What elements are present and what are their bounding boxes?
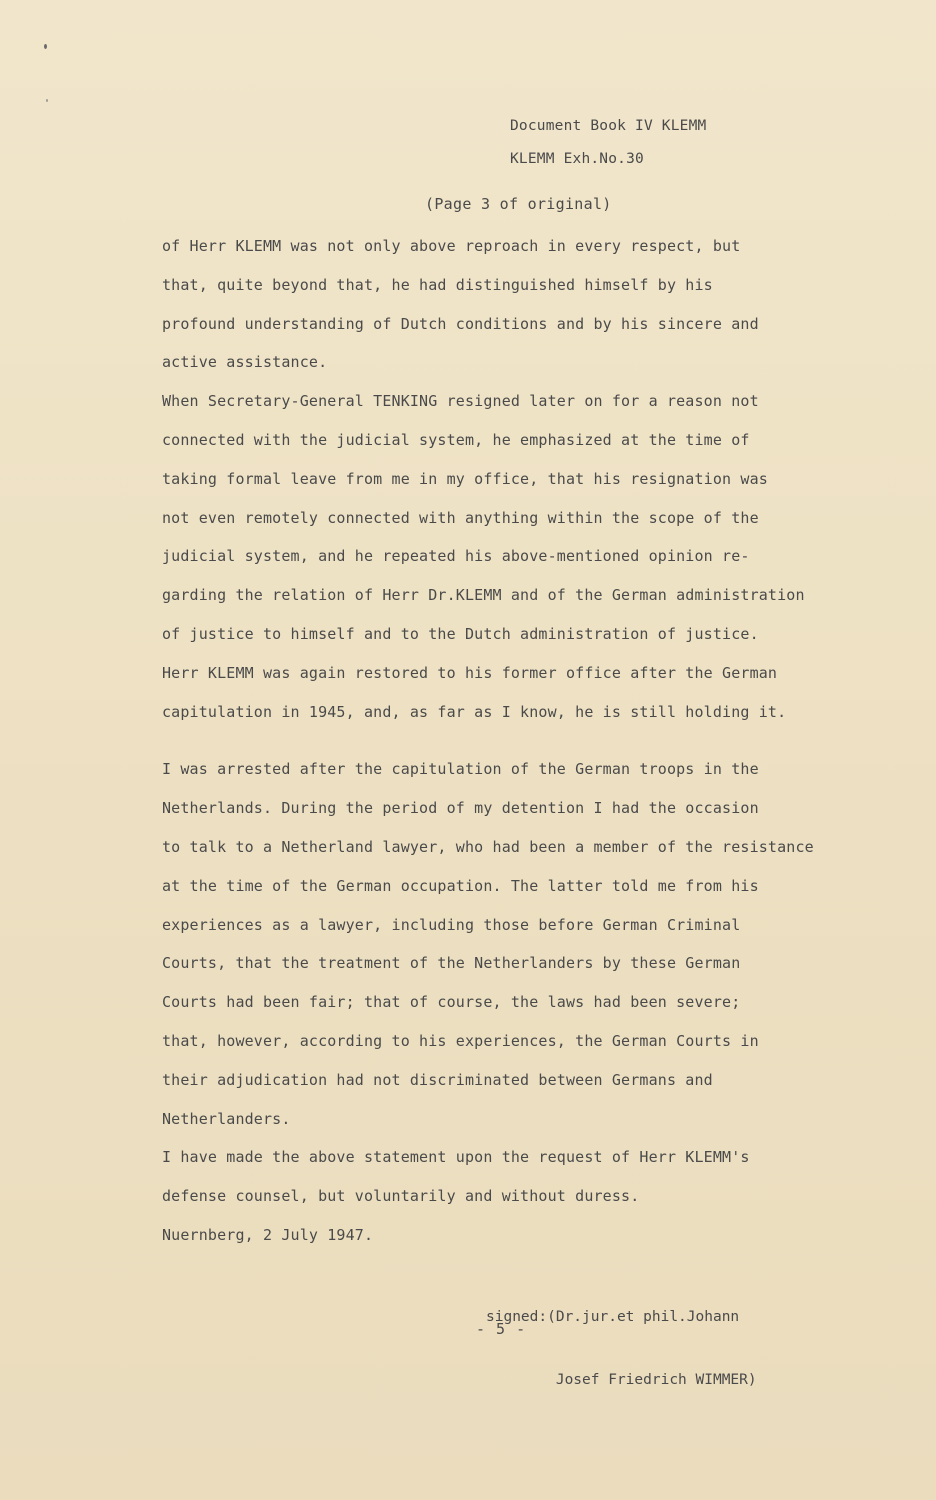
text-line: to talk to a Netherland lawyer, who had been a member of the resistance	[162, 837, 814, 856]
text-line: garding the relation of Herr Dr.KLEMM and of the German administration	[162, 586, 805, 605]
text-line: at the time of the German occupation. The latter told me from his	[162, 876, 759, 895]
text-line: of Herr KLEMM was not only above reproach in every respect, but	[162, 237, 741, 255]
text-line: Netherlanders.	[162, 1109, 291, 1128]
text-line: connected with the judicial system, he emphasized at the time of	[162, 430, 750, 449]
text-line: I was arrested after the capitulation of the German troops in the	[162, 760, 759, 779]
text-line: their adjudication had not discriminated between Germans and	[162, 1070, 713, 1089]
text-line: Courts had been fair; that of course, the laws had been severe;	[162, 993, 741, 1012]
paragraph-1	[162, 232, 842, 736]
paragraph-gap	[162, 736, 842, 755]
document-header	[510, 110, 706, 176]
text-line: Netherlands. During the period of my detention I had the occasion	[162, 799, 759, 818]
text-line: Herr KLEMM was again restored to his former office after the German	[162, 663, 778, 682]
page-number: - 5 -	[476, 1320, 527, 1338]
text-line: experiences as a lawyer, including those before German Criminal	[162, 915, 741, 934]
text-line: I have made the above statement upon the request of Herr KLEMM's	[162, 1148, 750, 1167]
original-page-reference: (Page 3 of original)	[425, 195, 612, 213]
punch-mark	[46, 99, 48, 102]
signature-name: Josef Friedrich WIMMER)	[486, 1372, 757, 1388]
document-book-label: Document Book IV KLEMM	[510, 118, 707, 134]
text-line: that, quite beyond that, he had distinguished himself by his	[162, 275, 713, 294]
text-line: taking formal leave from me in my office, that his resignation was	[162, 469, 768, 488]
text-line: defense counsel, but voluntarily and without duress.	[162, 1187, 640, 1206]
text-line: When Secretary-General TENKING resigned later on for a reason not	[162, 392, 759, 411]
statement-body	[162, 232, 842, 1260]
signature-block	[486, 1265, 757, 1433]
text-line: Courts, that the treatment of the Netherlanders by these German	[162, 954, 741, 973]
text-line: active assistance.	[162, 353, 328, 372]
text-line: profound understanding of Dutch conditions and by his sincere and	[162, 314, 759, 333]
text-line: not even remotely connected with anything within the scope of the	[162, 508, 759, 527]
punch-mark	[44, 44, 47, 49]
paragraph-2	[162, 755, 842, 1259]
text-line: Nuernberg, 2 July 1947.	[162, 1225, 374, 1244]
text-line: of justice to himself and to the Dutch administration of justice.	[162, 624, 759, 643]
text-line: judicial system, and he repeated his above-mentioned opinion re-	[162, 547, 750, 566]
text-line: that, however, according to his experiences, the German Courts in	[162, 1031, 759, 1050]
signature-line: signed:(Dr.jur.et phil.Johann	[486, 1309, 740, 1325]
exhibit-number: KLEMM Exh.No.30	[510, 151, 644, 167]
text-line: capitulation in 1945, and, as far as I know, he is still holding it.	[162, 702, 787, 721]
